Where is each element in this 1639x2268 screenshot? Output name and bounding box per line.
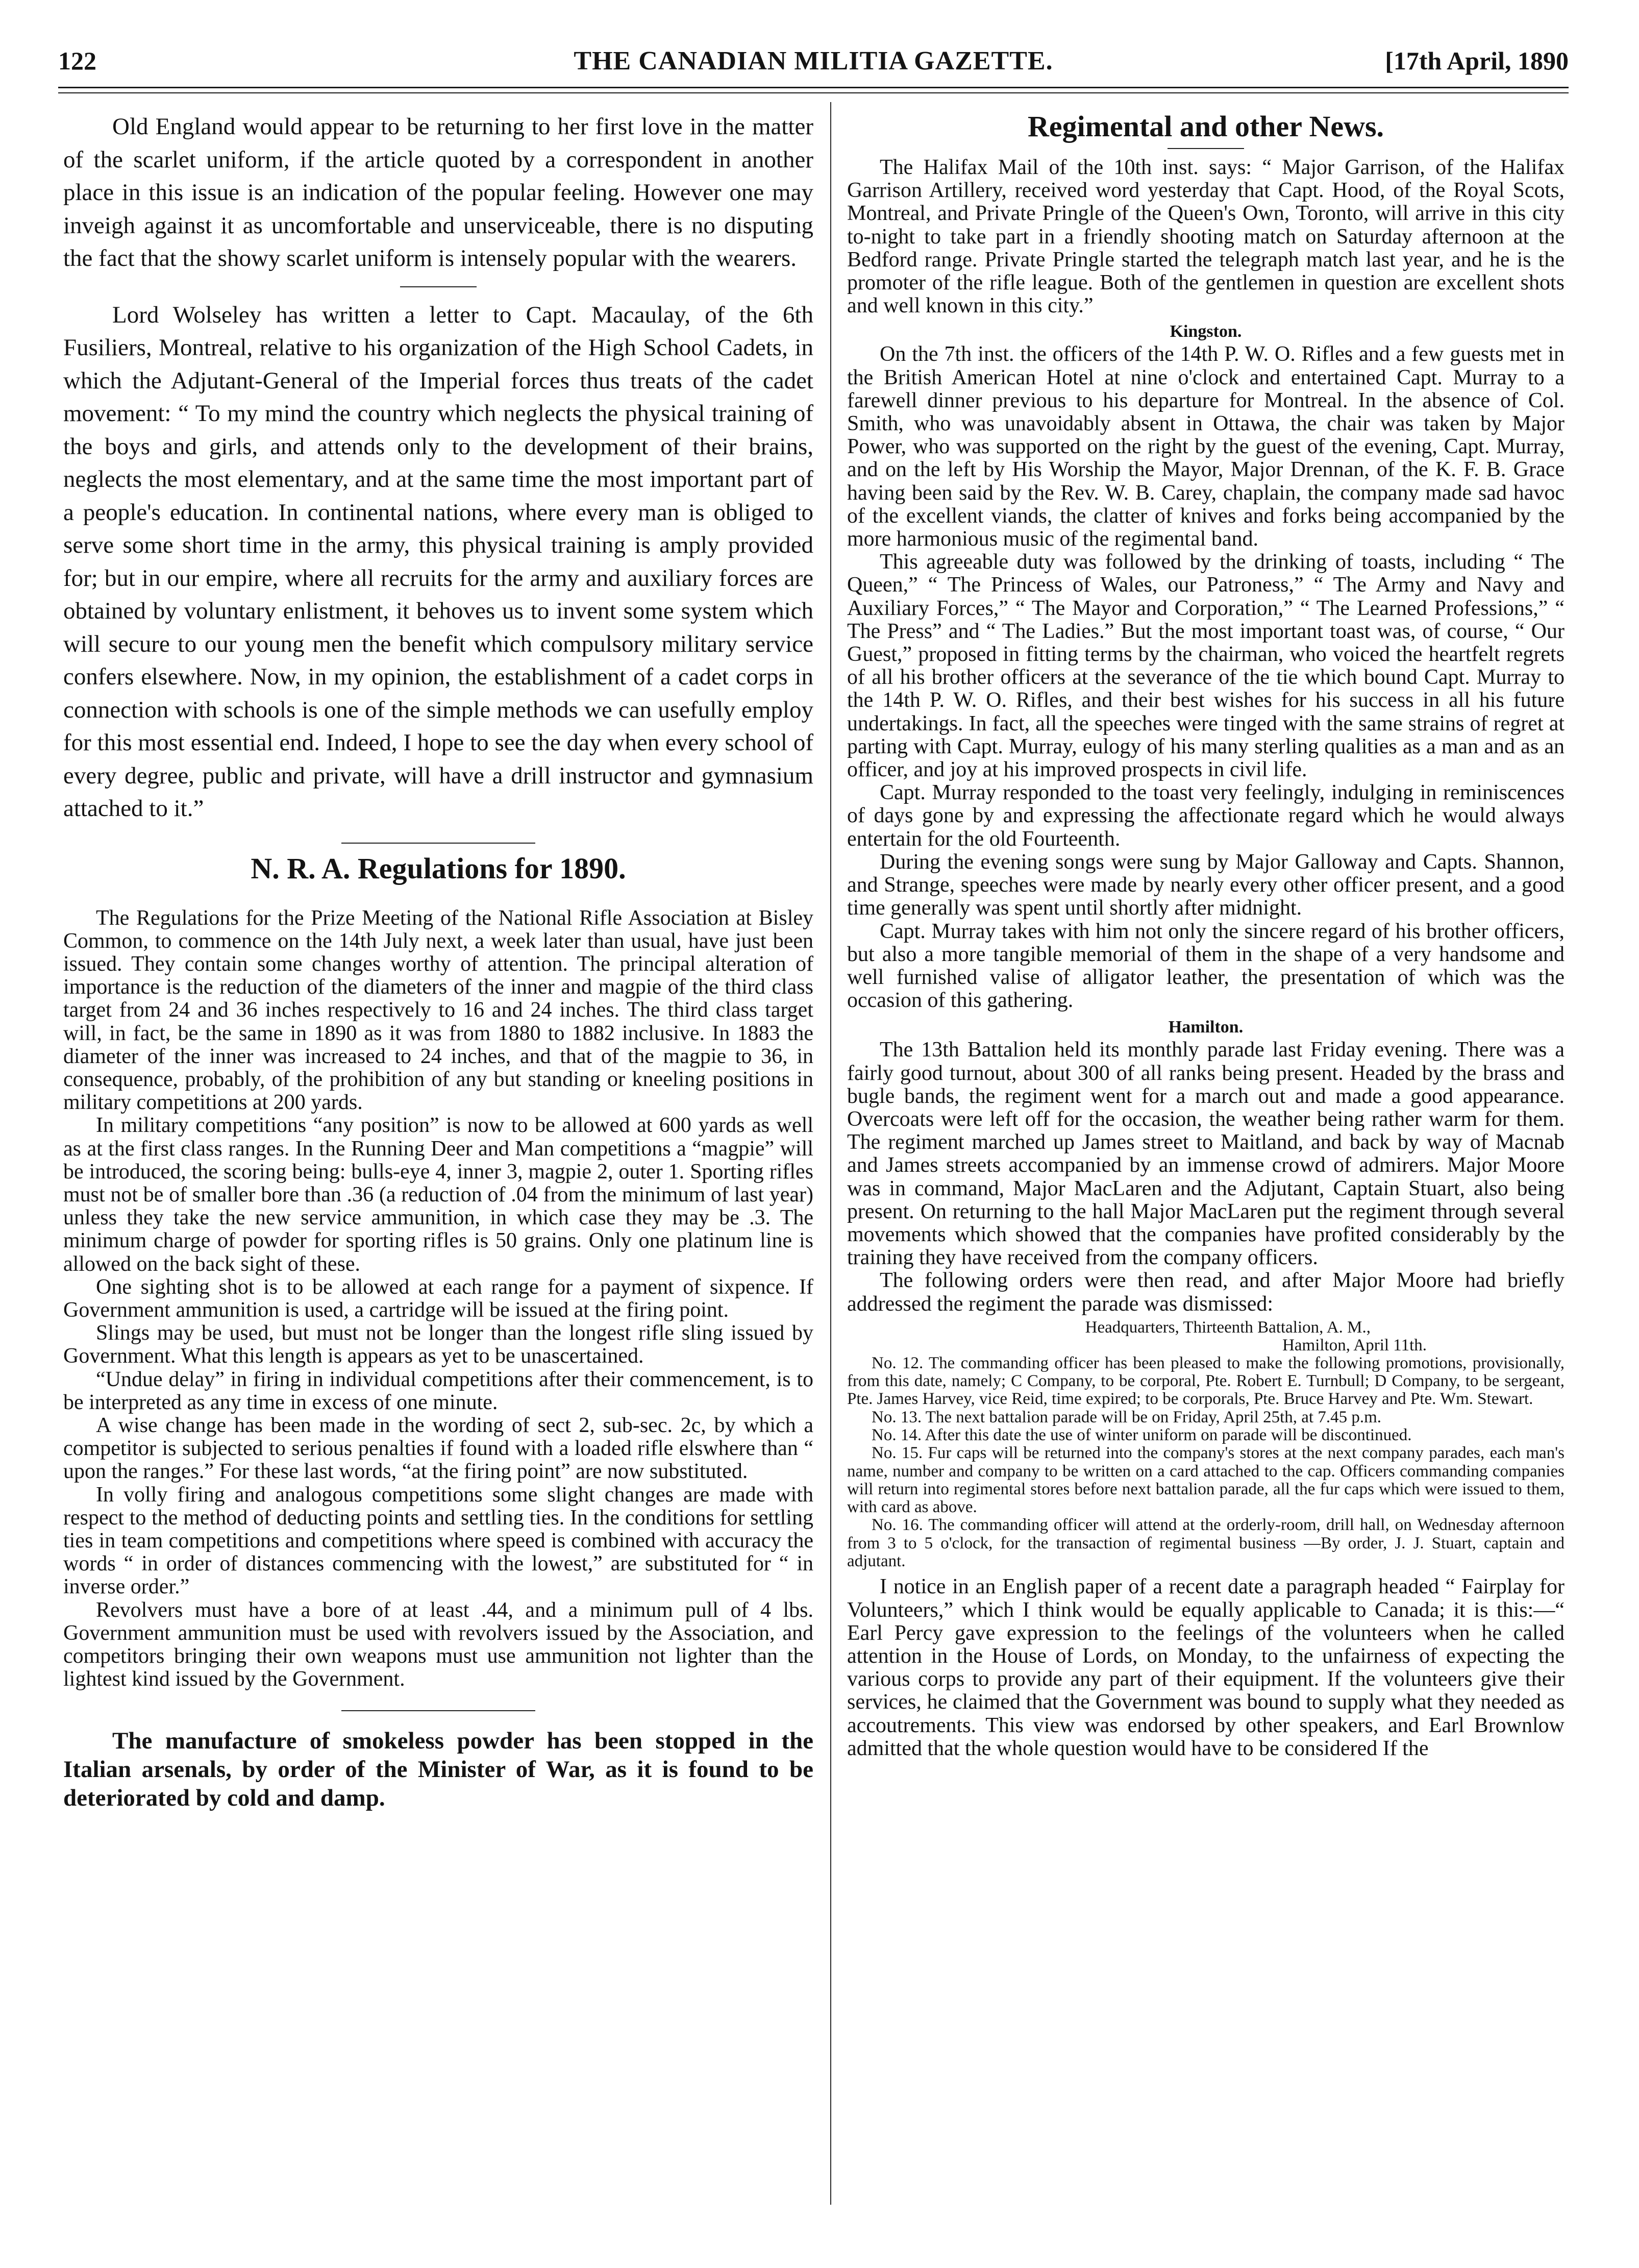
battalion-order: No. 14. After this date the use of winter uniform on parade will be discontinued. [872, 1425, 1412, 1444]
kingston-paragraph: This agreeable duty was followed by the drinking of toasts, including “ The Queen,” “ The Princess of Wales, our Patroness,” “ The Army and Navy and Auxiliary Forces,” “ The Mayor and Corporation,” “ The Learned Professions,” “ The Press” and “ The Ladies.” But the most important toast was, of course, “ Our Guest,” proposed in fitting terms by the chairman, who voiced the heartfelt regrets of all his brother officers at the severance of the tie which bound Capt. Murray to the 14th P. W. O. Rifles, and their best wishes for his success in all his future undertakings. In fact, all the speeches were tinged with the same strains of regret at parting with Capt. Murray, eulogy of his many sterling qualities as a man and as an officer, and joy at his improved prospects in civil life. [847, 550, 1565, 782]
orders-headquarters: Headquarters, Thirteenth Battalion, A. M., [1085, 1318, 1371, 1337]
page-number: 122 [58, 46, 96, 75]
smokeless-powder-paragraph: The manufacture of smokeless powder has been stopped in the Italian arsenals, by order of the Minister of War, as it is found to be deteriorated by cold and damp. [63, 1728, 813, 1812]
battalion-order: No. 15. Fur caps will be returned into the company's stores at the next company parades, each man's name, number and company to be written on a card attached to the cap. Officers commanding companies will return into regimental stores before next battalion parade, all the fur caps which were issued to them, with card as above. [847, 1444, 1565, 1517]
kingston-heading: Kingston. [1170, 322, 1242, 341]
wolseley-paragraph: Lord Wolseley has written a letter to Capt. Macaulay, of the 6th Fusiliers, Montreal, relative to his organization of the High School Cadets, in which the Adjutant-General of the Imperial forces thus treats of the cadet movement: “ To my mind the country which neglects the physical training of the boys and girls, and attends only to the development of their brains, neglects the most elementary, and at the same time the most important part of a people's education. In continental nations, where every man is obliged to serve some short time in the army, this physical training is amply provided for; but in our empire, where all recruits for the army and auxiliary forces are obtained by voluntary enlistment, it behoves us to invent some system which will secure to our young men the benefit which compulsory military service confers elsewhere. Now, in my opinion, the establishment of a cadet corps in connection with schools is one of the simple methods we can usefully employ for this most essential end. Indeed, I hope to see the day when every school of every degree, public and private, will have a drill instructor and gymnasium attached to it.” [63, 301, 813, 822]
nra-paragraph: The Regulations for the Prize Meeting of the National Rifle Association at Bisley Common, to commence on the 14th July next, a week later than usual, have just been issued. They contain some changes worthy of attention. The principal alteration of importance is the reduction of the diameters of the inner and magpie of the third class target from 24 and 36 inches respectively to 16 and 24 inches. The third class target will, in fact, be the same in 1890 as it was from 1880 to 1882 inclusive. In 1883 the diameter of the inner was increased to 24 inches, and that of the magpie to 36, in consequence, probably, of the prohibition of any but standing or kneeling positions in military competitions at 200 yards. [63, 906, 813, 1115]
orders-place: Hamilton, April 11th. [1282, 1336, 1427, 1354]
kingston-paragraph: Capt. Murray responded to the toast very feelingly, indulging in reminiscences of days gone by and expressing the affectionate regard which he would always entertain for the old Fourteenth. [847, 781, 1565, 851]
publication-title: THE CANADIAN MILITIA GAZETTE. [574, 46, 1053, 76]
battalion-order: No. 13. The next battalion parade will be on Friday, April 25th, at 7.45 p.m. [872, 1408, 1381, 1426]
nra-heading: N. R. A. Regulations for 1890. [251, 851, 626, 885]
left-column [63, 110, 813, 1812]
nra-paragraph: “Undue delay” in firing in individual competitions after their commencement, is to be interpreted as any time in excess of one minute. [63, 1367, 813, 1414]
masthead-rule-thin [58, 92, 1569, 93]
nra-paragraph: One sighting shot is to be allowed at each range for a payment of sixpence. If Government ammunition is used, a cartridge will be issued at the firing point. [63, 1275, 813, 1322]
column-divider [830, 102, 831, 2205]
nra-paragraph: A wise change has been made in the wording of sect 2, sub-sec. 2c, by which a competitor is subjected to serious penalties if found with a loaded rifle elswhere than “ upon the ranges.” For these last words, “at the firing point” are now substituted. [63, 1413, 813, 1484]
kingston-paragraph: Capt. Murray takes with him not only the sincere regard of his brother officers, but also a more tangible memorial of them in the shape of a very handsome and well furnished valise of alligator leather, the presentation of which was the occasion of this gathering. [847, 919, 1565, 1013]
nra-paragraph: In military competitions “any position” is now to be allowed at 600 yards as well as at the first class ranges. In the Running Deer and Man competitions a “magpie” will be introduced, the scoring being: bulls-eye 4, inner 3, magpie 2, outer 1. Sporting rifles must not be of smaller bore than .36 (a reduction of .04 from the minimum of last year) unless they take the new service ammunition, in which case they may be .3. The minimum charge of powder for sporting rifles is 50 grains. Only one platinum line is allowed on the back sight of these. [63, 1114, 813, 1276]
nra-paragraph: Slings may be used, but must not be longer than the longest rifle sling issued by Government. What this length is appears as yet to be unascertained. [63, 1321, 813, 1368]
halifax-paragraph: The Halifax Mail of the 10th inst. says: “ Major Garrison, of the Halifax Garrison Artillery, received word yesterday that Capt. Hood, of the Royal Scots, Montreal, and Private Pringle of the Queen's Own, Toronto, will arrive in this city to-night to take part in a friendly shooting match on Saturday afternoon at the Bedford range. Private Pringle started the telegraph match last year, and he is the promoter of the rifle league. Both of the gentlemen in question are excellent shots and well known in this city.” [847, 156, 1565, 318]
masthead-rule [58, 87, 1569, 88]
scarlet-uniform-paragraph: Old England would appear to be returning to her first love in the matter of the scarlet uniform, if the article quoted by a correspondent in another place in this issue is an indication of the popular feeling. However one may inveigh against it as uncomfortable and unserviceable, there is no disputing the fact that the showy scarlet uniform is intensely popular with the wearers. [63, 113, 813, 272]
hamilton-heading: Hamilton. [1168, 1018, 1244, 1037]
masthead [58, 46, 1569, 79]
kingston-paragraph: On the 7th inst. the officers of the 14th P. W. O. Rifles and a few guests met in the British American Hotel at nine o'clock and entertained Capt. Murray to a farewell dinner previous to his departure for Montreal. In the absence of Col. Smith, who was unavoidably absent in Ottawa, the chair was taken by Major Power, who was supported on the right by the guest of the evening, Capt. Murray, and on the left by His Worship the Mayor, Major Drennan, of the K. F. B. Grace having been said by the Rev. W. B. Carey, chaplain, the company made sad havoc of the excellent viands, the clatter of knives and forks being accompanied by the more harmonious music of the regimental band. [847, 342, 1565, 551]
battalion-order: No. 12. The commanding officer has been pleased to make the following promotions, provisionally, from this date, namely; C Company, to be corporal, Pte. Robert E. Turnbull; D Company, to be sergeant, Pte. James Harvey, vice Reid, time expired; to be corporals, Pte. Bruce Harvey and Pte. Wm. Stewart. [847, 1353, 1565, 1409]
kingston-paragraph: During the evening songs were sung by Major Galloway and Capts. Shannon, and Strange, speeches were made by nearly every other officer present, and a good time generally was spent until shortly after midnight. [847, 850, 1565, 920]
battalion-order: No. 16. The commanding officer will attend at the orderly-room, drill hall, on Wednesday afternoon from 3 to 5 o'clock, for the transaction of regimental business —By order, J. J. Stuart, captain and adjutant. [847, 1516, 1565, 1571]
right-column [847, 110, 1565, 1760]
nra-paragraph: Revolvers must have a bore of at least .44, and a minimum pull of 4 lbs. Government ammunition must be used with revolvers issued by the Association, and competitors bringing their own weapons must use ammunition not lighter than the lightest kind issued by the Government. [63, 1598, 813, 1691]
issue-date: [17th April, 1890 [1385, 46, 1569, 75]
hamilton-paragraph: The 13th Battalion held its monthly parade last Friday evening. There was a fairly good turnout, about 300 of all ranks being present. Headed by the brass and bugle bands, the regiment went for a march out and made a good appearance. Overcoats were left off for the occasion, the weather being rather warm for them. The regiment marched up James street to Maitland, and back by way of Macnab and James streets accompanied by an immense crowd of admirers. Major Moore was in command, Major MacLaren and the Adjutant, Captain Stuart, also being present. On returning to the hall Major MacLaren put the regiment through several movements which showed that the companies have profited considerably by the training they have received from the company officers. [847, 1038, 1565, 1270]
fairplay-paragraph: I notice in an English paper of a recent date a paragraph headed “ Fairplay for Volunteers,” which I think would be equally applicable to Canada; it is this:—“ Earl Percy gave expression to the feelings of the volunteers when he called attention in the House of Lords, on Monday, to the unfairness of expecting the various corps to provide any part of their equipment. If the volunteers give their services, he claimed that the Government was bound to supply what they needed as accoutrements. This view was endorsed by other speakers, and Earl Brownlow admitted that the whole question would have to be considered If the [847, 1575, 1565, 1760]
news-heading: Regimental and other News. [1027, 110, 1384, 143]
hamilton-paragraph: The following orders were then read, and after Major Moore had briefly addressed the regiment the parade was dismissed: [847, 1269, 1565, 1316]
nra-paragraph: In volly firing and analogous competitions some slight changes are made with respect to the method of deducting points and settling ties. In the conditions for settling ties in team competitions and competitions where speed is combined with accuracy the words “ in order of distances commencing with the lowest,” are substituted for “ in inverse order.” [63, 1483, 813, 1599]
